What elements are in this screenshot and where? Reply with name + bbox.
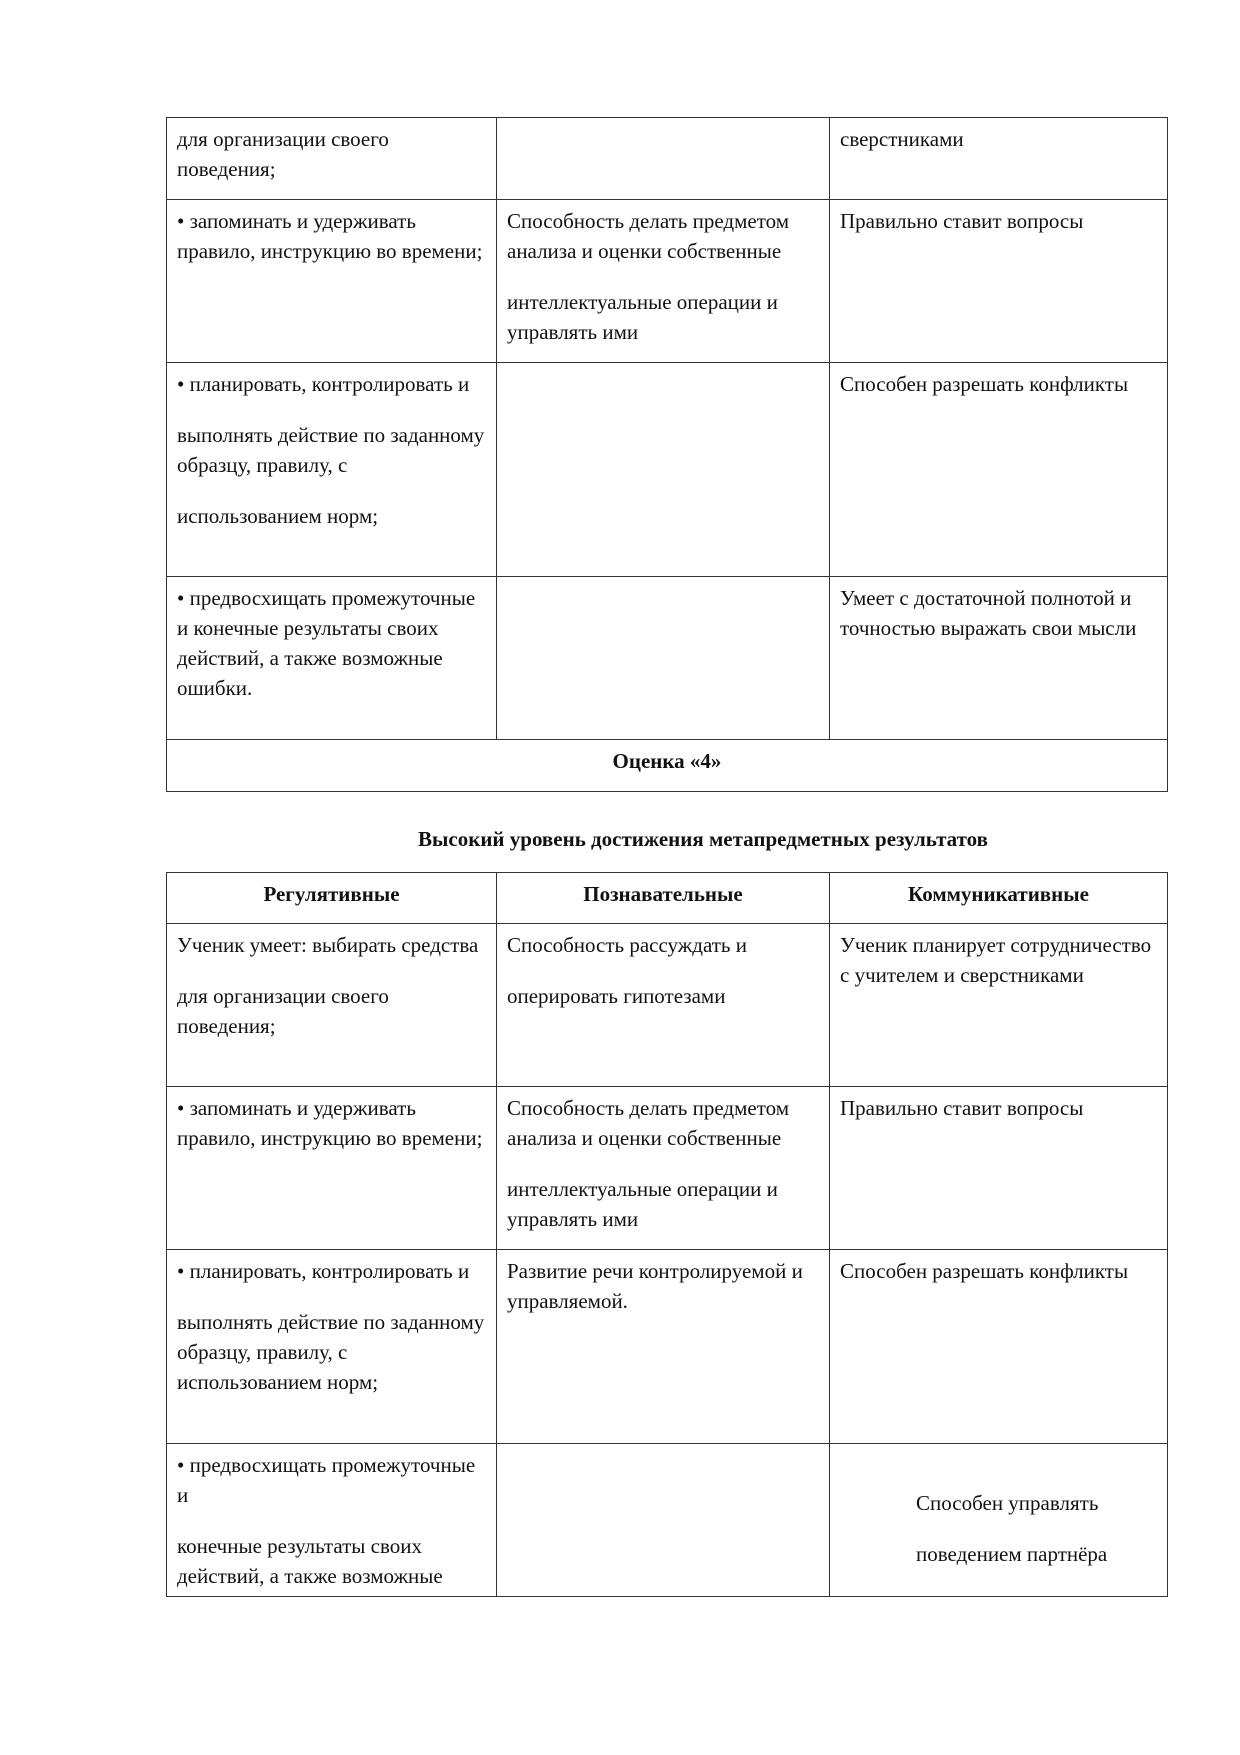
cell-regulatory: • предвосхищать промежуточные и конечные результаты своих действий, а также возможные ошибки. [167, 577, 497, 740]
table-row [167, 577, 1168, 740]
cell-cognitive [497, 363, 830, 577]
table-high-level [166, 872, 1168, 1597]
table-grade-4 [166, 117, 1168, 792]
cell-communicative: Правильно ставит вопросы [830, 200, 1168, 363]
cell-regulatory: • планировать, контролировать и выполнять действие по заданному образцу, правилу, с использованием норм; [167, 1250, 497, 1444]
cell-communicative: Способен разрешать конфликты [830, 1250, 1168, 1444]
cell-regulatory: Ученик умеет: выбирать средства для организации своего поведения; [167, 924, 497, 1087]
grade-label: Оценка «4» [167, 740, 1168, 792]
cell-regulatory: для организации своего поведения; [167, 118, 497, 200]
cell-communicative: Способен разрешать конфликты [830, 363, 1168, 577]
cell-regulatory: • предвосхищать промежуточные и конечные результаты своих действий, а также возможные [167, 1444, 497, 1597]
table-row [167, 1444, 1168, 1597]
cell-cognitive [497, 1444, 830, 1597]
cell-cognitive: Развитие речи контролируемой и управляемой. [497, 1250, 830, 1444]
header-communicative: Коммуникативные [830, 873, 1168, 924]
cell-cognitive [497, 118, 830, 200]
cell-communicative: Способен управлять поведением партнёра [830, 1444, 1168, 1597]
table-footer-row [167, 740, 1168, 792]
cell-communicative: Умеет с достаточной полнотой и точностью выражать свои мысли [830, 577, 1168, 740]
cell-communicative: Правильно ставит вопросы [830, 1087, 1168, 1250]
header-cognitive: Познавательные [497, 873, 830, 924]
cell-cognitive: Способность рассуждать и оперировать гипотезами [497, 924, 830, 1087]
cell-cognitive: Способность делать предметом анализа и оценки собственные интеллектуальные операции и управлять ими [497, 200, 830, 363]
table-row [167, 363, 1168, 577]
cell-communicative: сверстниками [830, 118, 1168, 200]
cell-regulatory: • планировать, контролировать и выполнять действие по заданному образцу, правилу, с использованием норм; [167, 363, 497, 577]
table-row [167, 118, 1168, 200]
table-header-row [167, 873, 1168, 924]
section-title: Высокий уровень достижения метапредметных результатов [418, 827, 988, 851]
table-row [167, 200, 1168, 363]
table-row [167, 924, 1168, 1087]
table-row [167, 1250, 1168, 1444]
cell-cognitive [497, 577, 830, 740]
table-row [167, 1087, 1168, 1250]
header-regulatory: Регулятивные [167, 873, 497, 924]
cell-regulatory: • запоминать и удерживать правило, инструкцию во времени; [167, 200, 497, 363]
cell-cognitive: Способность делать предметом анализа и оценки собственные интеллектуальные операции и управлять ими [497, 1087, 830, 1250]
cell-regulatory: • запоминать и удерживать правило, инструкцию во времени; [167, 1087, 497, 1250]
cell-communicative: Ученик планирует сотрудничество с учителем и сверстниками [830, 924, 1168, 1087]
